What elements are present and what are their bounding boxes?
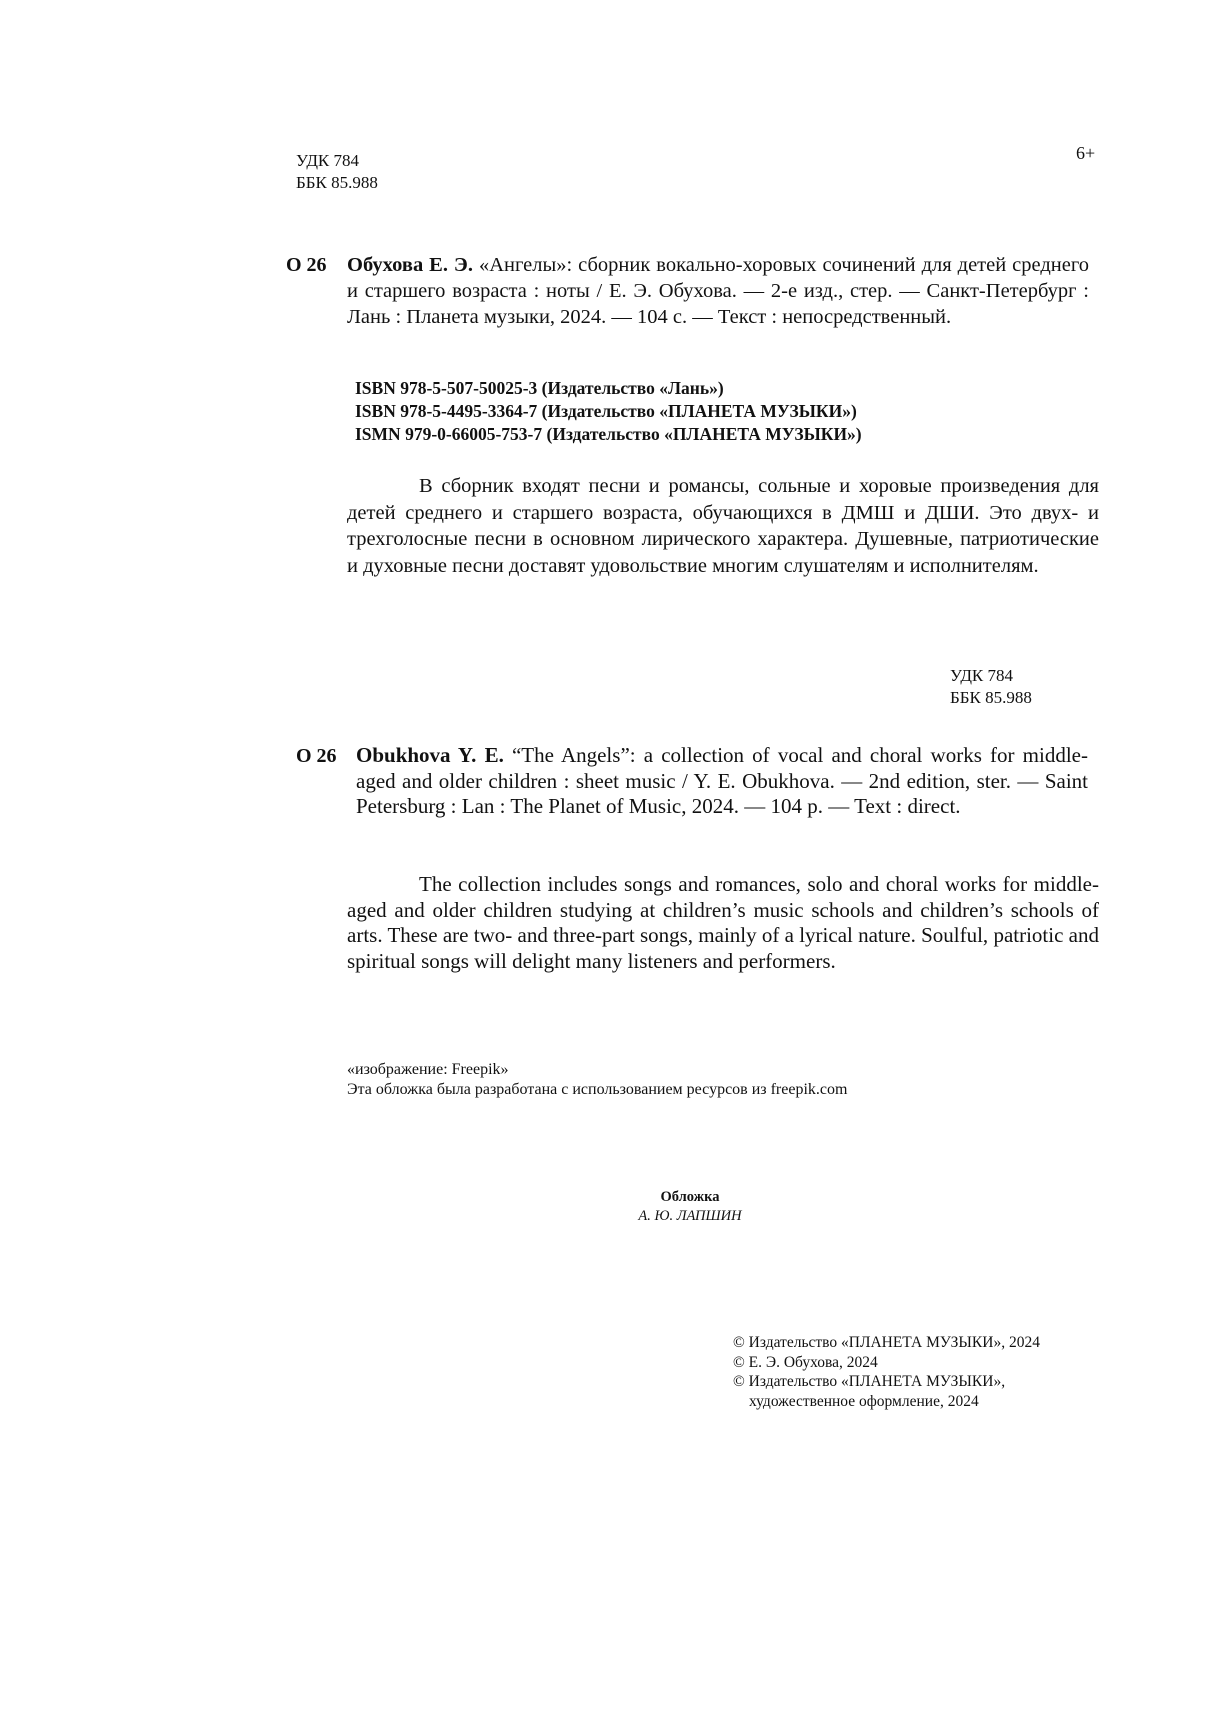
isbn-planet: ISBN 978-5-4495-3364-7 (Издательство «ПЛАНЕТА МУЗЫКИ») (355, 401, 857, 421)
entry-ru-author: Обухова Е. Э. (347, 254, 473, 276)
cover-designer: А. Ю. ЛАПШИН (638, 1208, 742, 1224)
classification-top (296, 150, 378, 194)
entry-ru-code: О 26 (286, 254, 327, 276)
image-credit-line2: Эта обложка была разработана с использованием ресурсов из freepik.com (347, 1081, 848, 1098)
udk-code: УДК 784 (296, 151, 360, 170)
copyright-block (733, 1333, 1040, 1411)
entry-en-text: “The Angels”: a collection of vocal and choral works for middle-aged and older children : sheet music / Y. E. Obukhova. — 2nd edition, ster. — Saint Petersburg : Lan : The Planet of Music, 2024. — 104 p. — Text : direct. (356, 743, 1088, 818)
bbk-code: ББК 85.988 (296, 173, 378, 192)
age-rating: 6+ (1076, 143, 1096, 163)
cover-label: Обложка (660, 1189, 720, 1205)
entry-ru (347, 252, 1089, 330)
ismn-planet: ISMN 979-0-66005-753-7 (Издательство «ПЛАНЕТА МУЗЫКИ») (355, 424, 862, 444)
entry-en-author: Obukhova Y. E. (356, 743, 504, 767)
entry-en-code: O 26 (296, 745, 337, 767)
image-credit (347, 1060, 847, 1100)
classification-mid (950, 665, 1032, 709)
entry-en (356, 743, 1088, 820)
annotation-en-text: The collection includes songs and romances, solo and choral works for middle-aged and older children studying at children’s music schools and children’s schools of arts. These are two- and three-part songs, mainly of a lyrical nature. Soulful, patriotic and spiritual songs will delight many listeners and performers. (347, 872, 1099, 973)
annotation-en (347, 872, 1099, 974)
udk-code-mid: УДК 784 (950, 666, 1014, 685)
bbk-code-mid: ББК 85.988 (950, 688, 1032, 707)
annotation-ru (347, 473, 1099, 579)
copyright-line: © Издательство «ПЛАНЕТА МУЗЫКИ», 2024 (733, 1334, 1040, 1351)
annotation-ru-text: В сборник входят песни и романсы, сольные и хоровые произведения для детей среднего и старшего возраста, обучающихся в ДМШ и ДШИ. Это двух- и трехголосные песни в основном лирического характера. Душевные, патриотические и духовные песни доставят удовольствие многим слушателям и исполнителям. (347, 475, 1099, 577)
copyright-line: художественное оформление, 2024 (749, 1392, 979, 1410)
cover-credit (560, 1188, 820, 1226)
copyright-line: © Издательство «ПЛАНЕТА МУЗЫКИ», (733, 1373, 1006, 1390)
copyright-line: © Е. Э. Обухова, 2024 (733, 1353, 878, 1371)
entry-ru-text: «Ангелы»: сборник вокально-хоровых сочинений для детей среднего и старшего возраста : ноты / Е. Э. Обухова. — 2-е изд., стер. — Санкт-Петербург : Лань : Планета музыки, 2024. — 104 с. — Текст : непосредственный. (347, 254, 1089, 328)
image-credit-line1: «изображение: Freepik» (347, 1061, 509, 1078)
isbn-lan: ISBN 978-5-507-50025-3 (Издательство «Лань») (355, 378, 724, 398)
isbn-block (355, 377, 862, 446)
